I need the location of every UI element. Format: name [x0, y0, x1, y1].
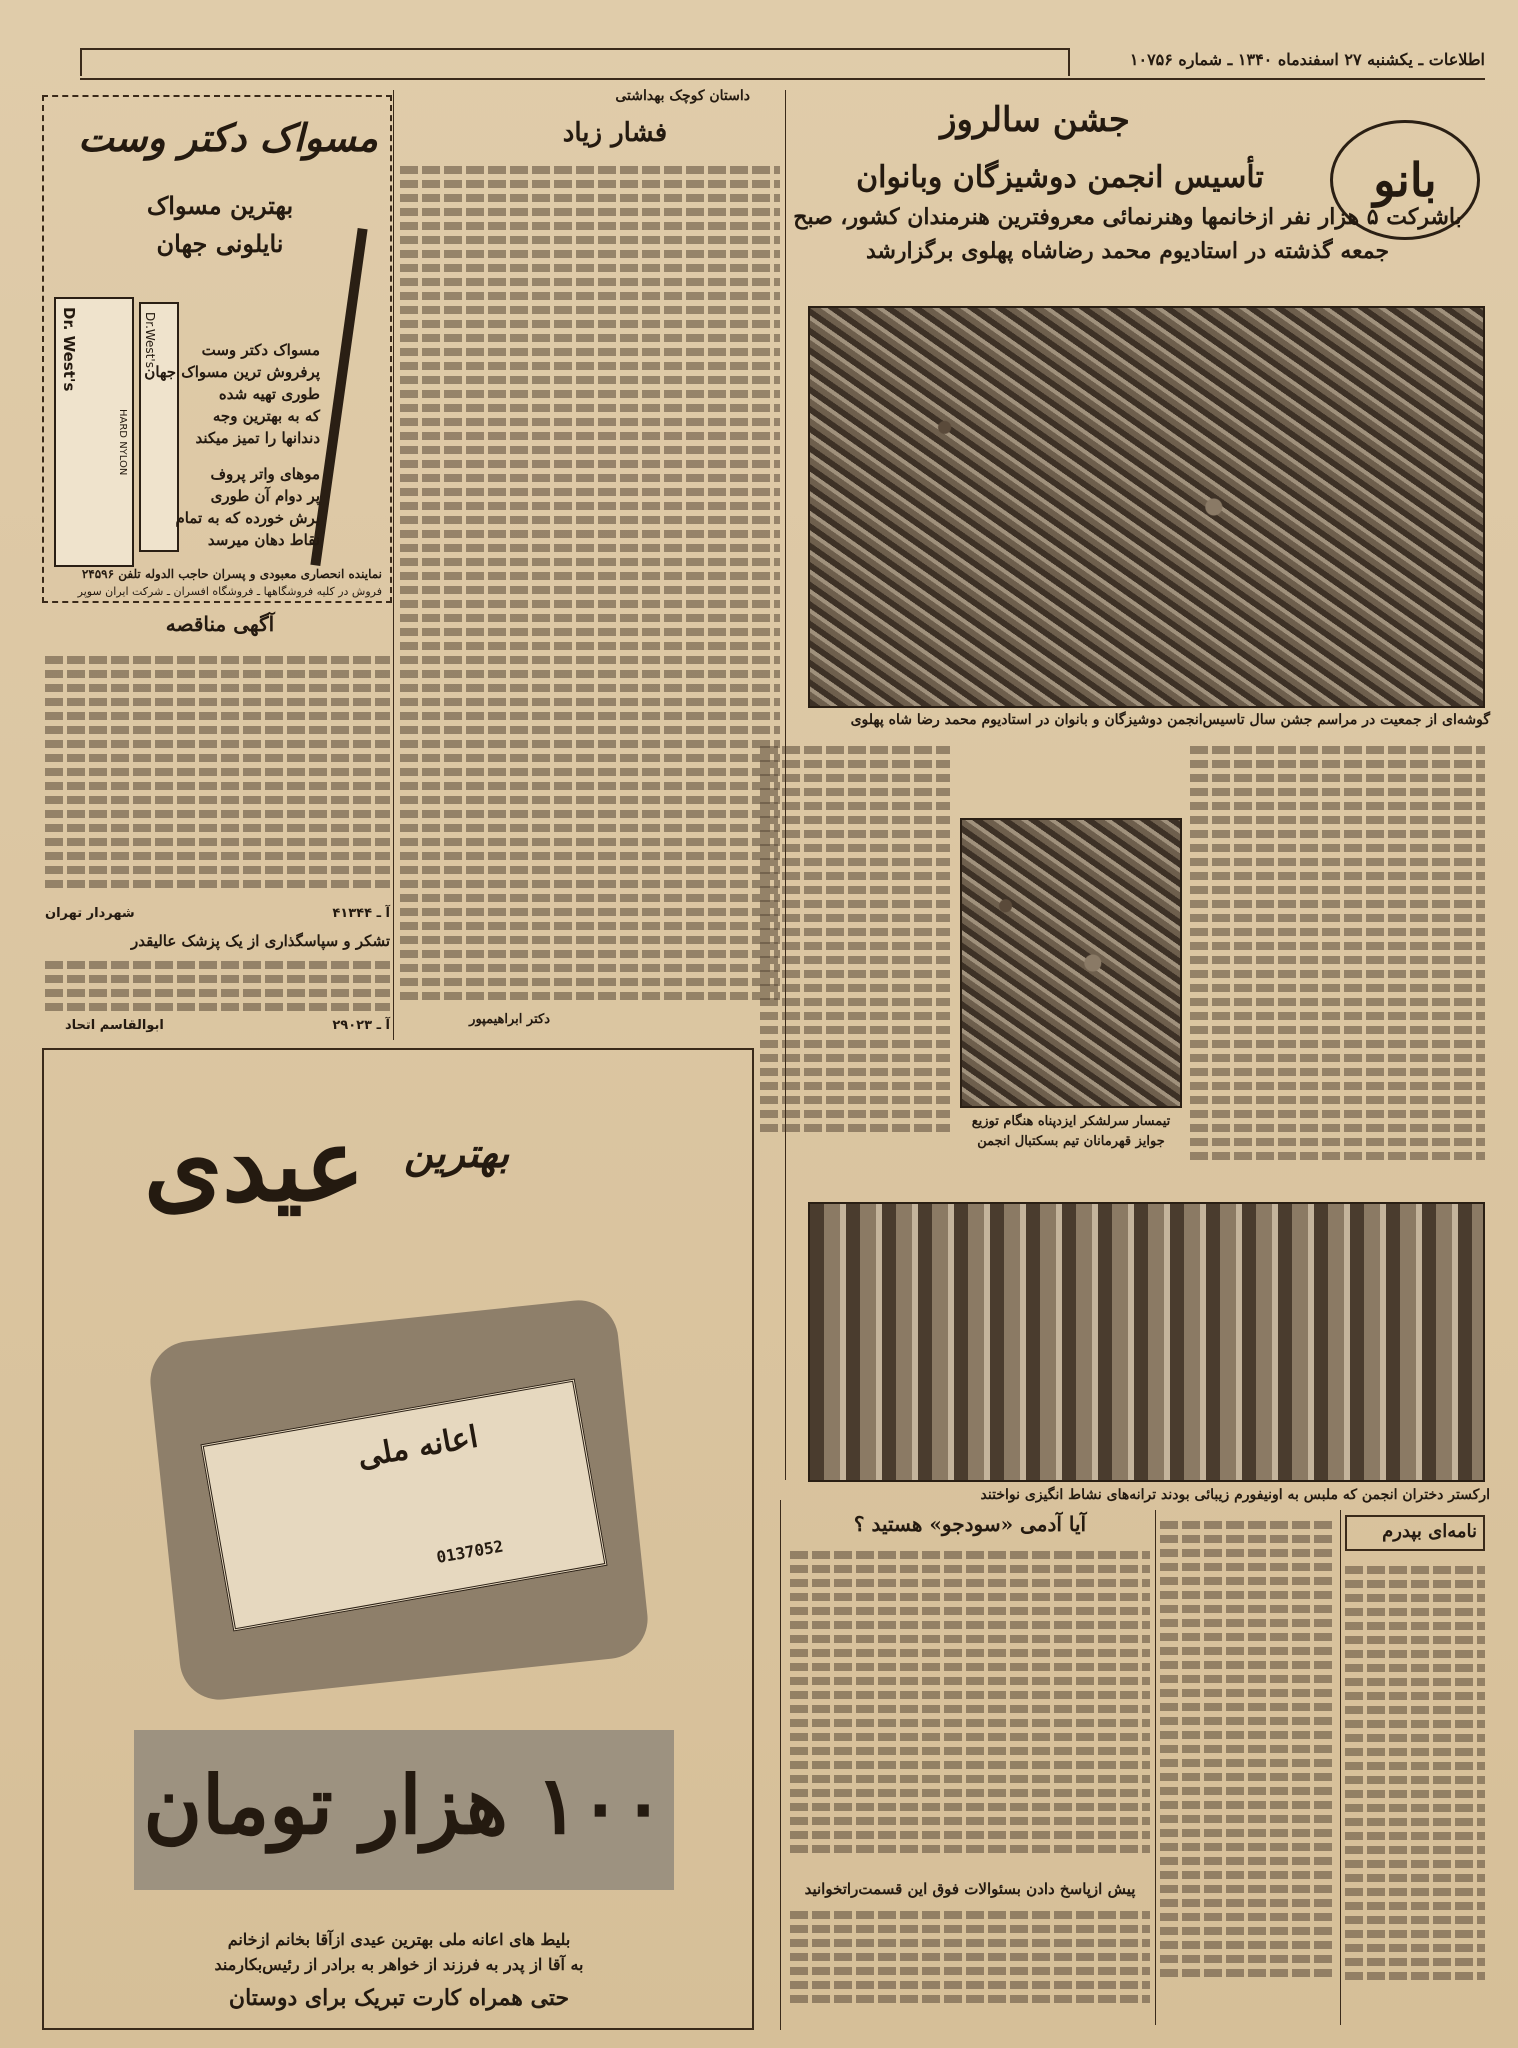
toothbrush-line8: برش خورده که به تمام [175, 509, 320, 527]
toothbrush-tagline: بهترین مسواک نایلونی جهان [146, 191, 294, 258]
quiz-subtitle: پیش ازپاسخ دادن بسئوالات فوق این قسمت‌راتخوانید [804, 1880, 1136, 1898]
toothbrush-ad [42, 95, 392, 603]
toothbrush-line5: دندانها را تمیز میکند [195, 429, 320, 447]
quiz-title: آیا آدمی «سودجو» هستید ؟ [853, 1512, 1087, 1536]
lottery-footer-3: حتی همراه کارت تبریک برای دوستان [228, 1985, 570, 2011]
lottery-title: عیدی [144, 1106, 365, 1224]
toothbrush-copy [110, 339, 320, 551]
crowd-photo [808, 306, 1485, 708]
story-title: فشار زیاد [562, 118, 668, 148]
banoo-logo-text: بانو [1373, 153, 1437, 207]
orchestra-photo-caption: ارکستر دختران انجمن که ملبس به اونیفورم زیبائی بودند ترانه‌های نشاط انگیزی نواختند [980, 1487, 1490, 1503]
toothbrush-brand: مسواک دکتر وست [78, 115, 378, 160]
letter-title: نامه‌ای بپدرم [1382, 1521, 1477, 1542]
story-author: دکتر ابراهیمپور [469, 1012, 550, 1027]
lottery-footer-2: به آقا از پدر به فرزند از خواهر به برادر از رئیس‌بکارمند [214, 1955, 584, 1974]
main-title: جشن سالروز [940, 100, 1130, 140]
amount-box [134, 1730, 674, 1890]
toothbrush-line4: که به بهترین وجه [212, 407, 320, 425]
lottery-ad [42, 1048, 754, 2030]
col-rule-3 [1340, 1510, 1341, 2025]
masthead-bar [1085, 48, 1485, 76]
main-subtitle: تأسیس انجمن دوشیزگان وبانوان [856, 160, 1264, 195]
tender-title: آگهی مناقصه [165, 612, 275, 636]
story-kicker: داستان کوچک بهداشتی [615, 88, 750, 104]
package-brand-2: Dr.West's [143, 312, 157, 368]
ticket-text: اعانه ملی [355, 1419, 481, 1475]
thanks-title: تشکر و سپاسگذاری از یک پزشک عالیقدر [130, 932, 390, 950]
tender-body [45, 650, 390, 905]
trophy-photo-caption: تیمسار سرلشکر ایزدپناه هنگام توزیع جوایز قهرمانان تیم بسکتبال انجمن [971, 1114, 1171, 1149]
col-rule-2 [393, 90, 394, 1040]
thanks-signer: ابوالقاسم اتحاد [65, 1018, 164, 1033]
col-rule-1 [785, 90, 786, 1480]
orchestra-photo [808, 1202, 1485, 1482]
trophy-photo [960, 818, 1182, 1108]
toothbrush-line1: مسواک دکتر وست [201, 341, 320, 359]
toothbrush-line2: پرفروش ترین مسواک جهان [144, 363, 320, 381]
toothbrush-stores: فروش در کلیه فروشگاهها ـ فروشگاه افسران ـ شرکت ایران سوپر [77, 585, 382, 598]
crowd-photo-caption: گوشه‌ای از جمعیت در مراسم جشن سال تاسیس‌انجمن دوشیزگان و بانوان در استادیوم محمد رضا شاه پهلوی [850, 712, 1490, 728]
tender-footer [45, 906, 390, 926]
toothbrush-line7: پر دوام آن طوری [210, 487, 320, 505]
masthead-text: اطلاعات ـ یکشنبه ۲۷ اسفندماه ۱۳۴۰ ـ شماره ۱۰۷۵۶ [1129, 50, 1485, 69]
main-deck: باشرکت ۵ هزار نفر ازخانمها وهنرنمائی معروفترین هنرمندان کشور، صبح جمعه گذشته در استادیوم محمد رضاشاه پهلوی برگزارشد [793, 204, 1462, 264]
col-rule-5 [780, 1500, 781, 2030]
toothbrush-line9: نقاط دهان میرسد [207, 531, 320, 549]
ticket-number: 0137052 [434, 1536, 505, 1567]
toothbrush-line6: موهای واتر پروف [210, 465, 320, 483]
package-brand: Dr. West's [60, 307, 78, 392]
lottery-pre-title: بهترین [404, 1130, 510, 1177]
lottery-footer-1: بلیط های اعانه ملی بهترین عیدی ازآقا بخانم ازخانم [227, 1930, 571, 1949]
quiz-body-2 [790, 1905, 1150, 2020]
masthead-frame [80, 48, 1070, 76]
thanks-body [45, 955, 390, 1015]
thanks-ref: آ ـ ۲۹۰۲۳ [332, 1018, 390, 1033]
col-rule-4 [1155, 1510, 1156, 2025]
toothbrush-line3: طوری تهیه شده [218, 385, 320, 403]
main-body-middle [760, 740, 950, 1180]
toothbrush-dealer: نماینده انحصاری معبودی و پسران حاجب الدوله تلفن ۲۴۵۹۶ [81, 567, 382, 581]
letter-title-box [1345, 1515, 1485, 1551]
thanks-footer [45, 1018, 390, 1038]
package-label: HARD NYLON [117, 409, 128, 476]
story-body [400, 160, 780, 1030]
masthead-rule [80, 78, 1485, 80]
lottery-amount: ۱۰۰ هزار تومان [143, 1758, 665, 1852]
quiz-body [790, 1545, 1150, 1880]
tender-ref: آ ـ ۴۱۳۴۴ [332, 906, 390, 921]
main-body-right [1190, 740, 1485, 1195]
letter-body-2 [1160, 1515, 1335, 2020]
letter-body [1345, 1560, 1485, 2020]
tender-signer: شهردار تهران [45, 906, 135, 921]
